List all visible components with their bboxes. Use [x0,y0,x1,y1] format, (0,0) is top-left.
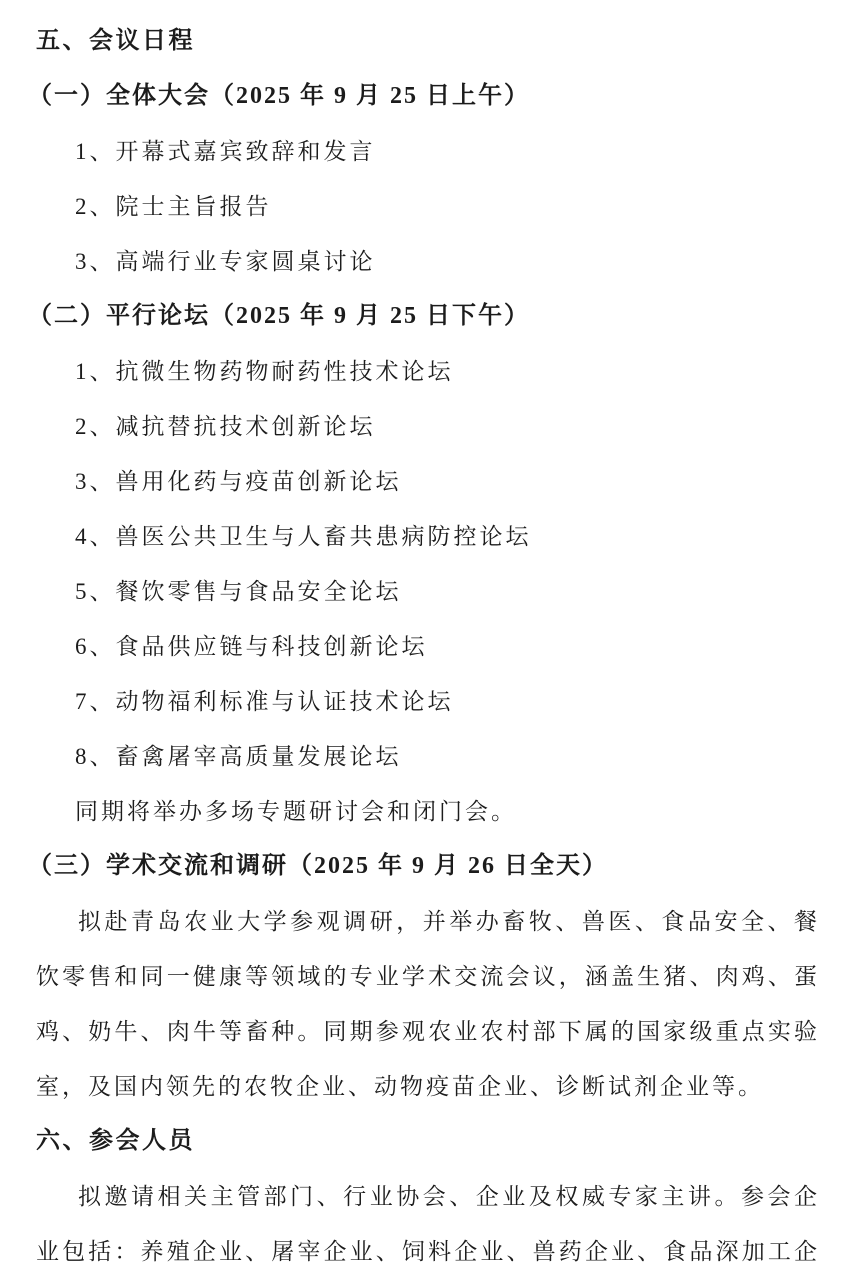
agenda-item: 6、食品供应链与科技创新论坛 [75,634,428,659]
agenda-item: 1、开幕式嘉宾致辞和发言 [75,139,376,164]
paragraph-line: 室，及国内领先的农牧企业、动物疫苗企业、诊断试剂企业等。 [36,1074,764,1099]
subsection-heading: （二）平行论坛（2025 年 9 月 25 日下午） [28,303,530,329]
paragraph-line: 业包括：养殖企业、屠宰企业、饲料企业、兽药企业、食品深加工企 [36,1239,820,1264]
section-heading: 五、会议日程 [36,28,195,54]
paragraph-line: 饮零售和同一健康等领域的专业学术交流会议，涵盖生猪、肉鸡、蛋 [36,964,820,989]
agenda-item: 2、院士主旨报告 [75,194,272,219]
agenda-item: 3、高端行业专家圆桌讨论 [75,249,376,274]
agenda-item: 3、兽用化药与疫苗创新论坛 [75,469,402,494]
paragraph-line: 拟赴青岛农业大学参观调研，并举办畜牧、兽医、食品安全、餐 [78,909,820,934]
agenda-note: 同期将举办多场专题研讨会和闭门会。 [75,799,517,824]
agenda-item: 4、兽医公共卫生与人畜共患病防控论坛 [75,524,532,549]
agenda-item: 8、畜禽屠宰高质量发展论坛 [75,744,402,769]
section-heading: 六、参会人员 [36,1128,195,1154]
subsection-heading: （三）学术交流和调研（2025 年 9 月 26 日全天） [28,853,608,879]
paragraph-line: 拟邀请相关主管部门、行业协会、企业及权威专家主讲。参会企 [78,1184,820,1209]
paragraph-line: 鸡、奶牛、肉牛等畜种。同期参观农业农村部下属的国家级重点实验 [36,1019,820,1044]
agenda-item: 1、抗微生物药物耐药性技术论坛 [75,359,454,384]
subsection-heading: （一）全体大会（2025 年 9 月 25 日上午） [28,83,530,109]
agenda-item: 2、减抗替抗技术创新论坛 [75,414,376,439]
agenda-item: 5、餐饮零售与食品安全论坛 [75,579,402,604]
agenda-item: 7、动物福利标准与认证技术论坛 [75,689,454,714]
